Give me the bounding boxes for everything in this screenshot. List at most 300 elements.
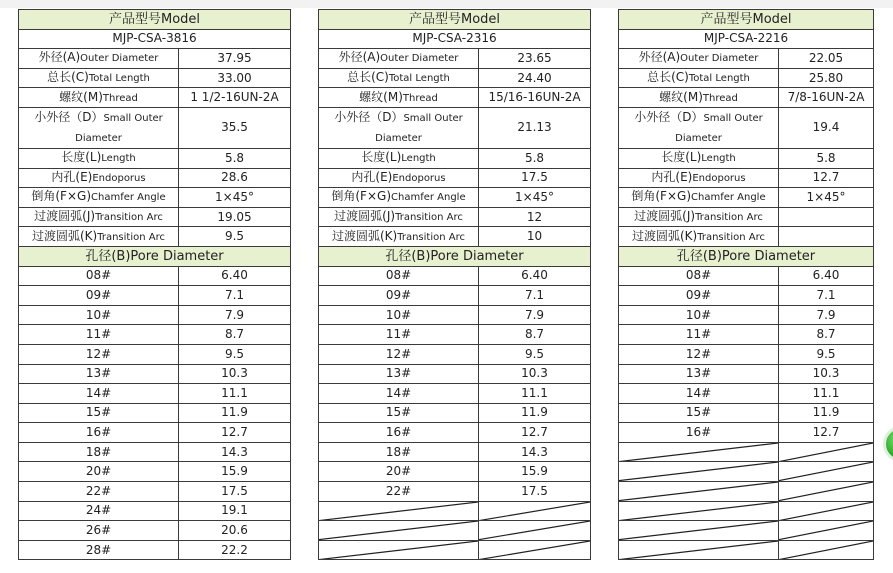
spec-value: 12.7	[779, 168, 874, 188]
empty-row	[319, 521, 591, 541]
spec-label-cn: 小外径（D）	[334, 109, 404, 124]
pore-size: 13#	[319, 364, 479, 384]
pore-size: 10#	[619, 305, 779, 325]
spec-label	[619, 88, 779, 108]
spec-label-cn: 总长(C)	[47, 70, 89, 85]
spec-label-en: Chamfer Angle	[691, 192, 766, 204]
spec-label-en: Total Length	[688, 73, 750, 85]
pore-size: 12#	[619, 344, 779, 364]
crossed-cell	[319, 501, 479, 521]
diagonal-line	[319, 521, 478, 540]
pore-value: 6.40	[179, 266, 291, 286]
spec-label-en: Transition Arc	[95, 212, 163, 224]
crossed-cell	[619, 462, 779, 482]
diagonal-line	[479, 541, 590, 560]
pore-row	[319, 403, 591, 423]
spec-row	[19, 227, 291, 247]
spec-value: 37.95	[179, 49, 291, 69]
spec-label-cn: 内孔(E)	[651, 169, 693, 184]
pore-size: 12#	[19, 344, 179, 364]
model-number: MJP-CSA-3816	[19, 29, 291, 49]
spec-label-en: Thread	[102, 92, 138, 104]
spec-value: 25.80	[779, 68, 874, 88]
spec-label-cn: 小外径（D）	[634, 109, 704, 124]
table-header: 产品型号Model	[319, 10, 591, 30]
crossed-cell	[619, 501, 779, 521]
spec-value: 7/8-16UN-2A	[779, 88, 874, 108]
spec-label-en: Transition Arc	[697, 231, 765, 243]
pore-size: 15#	[319, 403, 479, 423]
spec-label-en: Transition Arc	[395, 212, 463, 224]
spec-label-cn: 过渡圆弧(J)	[334, 209, 396, 224]
pore-row	[619, 305, 874, 325]
diagonal-line	[779, 462, 873, 481]
spec-label-en: Total Length	[388, 73, 450, 85]
diagonal-line	[619, 502, 778, 521]
empty-row	[319, 540, 591, 560]
spec-label	[19, 107, 179, 148]
spec-label-cn: 倒角(F×G)	[631, 189, 691, 204]
spec-row	[619, 207, 874, 227]
pore-value: 7.9	[179, 305, 291, 325]
pore-value: 11.9	[779, 403, 874, 423]
pore-row	[319, 344, 591, 364]
spec-label	[19, 148, 179, 168]
spec-row	[619, 49, 874, 69]
spec-label	[619, 188, 779, 208]
pore-row	[619, 364, 874, 384]
pore-row	[619, 384, 874, 404]
spec-value: 24.40	[479, 68, 591, 88]
pore-value: 6.40	[479, 266, 591, 286]
pore-size: 15#	[19, 403, 179, 423]
pore-row	[19, 305, 291, 325]
pore-row	[319, 462, 591, 482]
spec-label	[19, 168, 179, 188]
crossed-cell	[779, 462, 874, 482]
spec-label-en: Length	[101, 153, 136, 165]
pore-value: 11.1	[179, 384, 291, 404]
spec-label-en: Outer Diameter	[380, 53, 459, 65]
pore-value: 10.3	[479, 364, 591, 384]
spec-row	[619, 168, 874, 188]
spec-label-cn: 外径(A)	[338, 50, 381, 65]
pore-value: 7.9	[779, 305, 874, 325]
pore-row	[19, 325, 291, 345]
spec-label-cn: 总长(C)	[347, 70, 389, 85]
diagonal-line	[779, 521, 873, 540]
pore-row	[619, 286, 874, 306]
pore-row	[619, 423, 874, 443]
spec-label-en: Endoporus	[92, 172, 146, 184]
spec-label-cn: 倒角(F×G)	[331, 189, 391, 204]
spec-label-en: Thread	[702, 92, 738, 104]
crossed-cell	[319, 521, 479, 541]
pore-value: 15.9	[179, 462, 291, 482]
spec-row	[319, 148, 591, 168]
spec-label-en: Chamfer Angle	[91, 192, 166, 204]
spec-value: 10	[479, 227, 591, 247]
pore-size: 15#	[619, 403, 779, 423]
pore-size: 11#	[619, 325, 779, 345]
pore-row	[319, 442, 591, 462]
spec-label-en: Endoporus	[692, 172, 746, 184]
pore-size: 16#	[19, 423, 179, 443]
empty-row	[619, 540, 874, 560]
spec-label	[319, 49, 479, 69]
crossed-cell	[619, 442, 779, 462]
pore-row	[19, 501, 291, 521]
pore-size: 24#	[19, 501, 179, 521]
pore-value: 10.3	[779, 364, 874, 384]
spec-value: 1×45°	[779, 188, 874, 208]
spec-row	[19, 168, 291, 188]
spec-label	[19, 227, 179, 247]
spec-value: 15/16-16UN-2A	[479, 88, 591, 108]
pore-value: 7.9	[479, 305, 591, 325]
spec-value: 1×45°	[479, 188, 591, 208]
pore-value: 6.40	[779, 266, 874, 286]
spec-label	[19, 188, 179, 208]
pore-header: 孔径(B)Pore Diameter	[319, 246, 591, 266]
pore-size: 12#	[319, 344, 479, 364]
spec-value: 5.8	[179, 148, 291, 168]
spec-row	[319, 68, 591, 88]
pore-size: 08#	[319, 266, 479, 286]
spec-label-cn: 过渡圆弧(K)	[31, 228, 98, 243]
pore-value: 14.3	[179, 442, 291, 462]
pore-size: 10#	[319, 305, 479, 325]
spec-label	[19, 68, 179, 88]
spec-value: 17.5	[479, 168, 591, 188]
spec-label-cn: 螺纹(M)	[359, 89, 403, 104]
spec-table-1	[18, 9, 291, 560]
pore-row	[19, 364, 291, 384]
spec-label-cn: 内孔(E)	[351, 169, 393, 184]
empty-row	[619, 462, 874, 482]
spec-label	[619, 68, 779, 88]
spec-label-cn: 过渡圆弧(K)	[331, 228, 398, 243]
pore-size: 11#	[319, 325, 479, 345]
pore-size: 08#	[19, 266, 179, 286]
spec-label-cn: 外径(A)	[638, 50, 681, 65]
pore-row	[319, 482, 591, 502]
pore-value: 8.7	[779, 325, 874, 345]
pore-size: 14#	[319, 384, 479, 404]
spec-label-en: Thread	[402, 92, 438, 104]
crossed-cell	[779, 501, 874, 521]
spec-value: 12	[479, 207, 591, 227]
pore-size: 20#	[319, 462, 479, 482]
spec-label-cn: 过渡圆弧(K)	[631, 228, 698, 243]
spec-label-cn: 外径(A)	[38, 50, 81, 65]
pore-row	[19, 344, 291, 364]
diagonal-line	[779, 482, 873, 501]
spec-row	[319, 227, 591, 247]
spec-label-en: Transition Arc	[397, 231, 465, 243]
pore-size: 14#	[619, 384, 779, 404]
spec-row	[319, 188, 591, 208]
spec-row	[19, 148, 291, 168]
spec-label	[19, 49, 179, 69]
pore-row	[319, 423, 591, 443]
pore-row	[619, 266, 874, 286]
spec-label	[319, 68, 479, 88]
pore-value: 11.9	[479, 403, 591, 423]
spec-row	[619, 148, 874, 168]
spec-value: 35.5	[179, 107, 291, 148]
pore-row	[19, 403, 291, 423]
pore-row	[619, 344, 874, 364]
crossed-cell	[319, 540, 479, 560]
pore-size: 26#	[19, 521, 179, 541]
pore-value: 12.7	[779, 423, 874, 443]
spec-label-en: Total Length	[88, 73, 150, 85]
model-number: MJP-CSA-2216	[619, 29, 874, 49]
pore-size: 16#	[619, 423, 779, 443]
pore-row	[319, 325, 591, 345]
spec-value: 33.00	[179, 68, 291, 88]
pore-value: 9.5	[479, 344, 591, 364]
spec-row	[19, 49, 291, 69]
pore-header: 孔径(B)Pore Diameter	[619, 246, 874, 266]
spec-label	[319, 168, 479, 188]
pore-row	[619, 403, 874, 423]
diagonal-line	[619, 521, 778, 540]
pore-value: 8.7	[479, 325, 591, 345]
spec-row	[19, 107, 291, 148]
pore-row	[19, 442, 291, 462]
spec-label	[19, 88, 179, 108]
spec-label	[319, 227, 479, 247]
diagonal-line	[619, 482, 778, 501]
spec-row	[19, 68, 291, 88]
spec-label-en: Small Outer Diameter	[375, 112, 463, 144]
pore-value: 12.7	[179, 423, 291, 443]
spec-value	[779, 207, 874, 227]
spec-row	[619, 107, 874, 148]
spec-label	[619, 148, 779, 168]
diagonal-line	[319, 502, 478, 521]
crossed-cell	[479, 501, 591, 521]
spec-label-cn: 总长(C)	[647, 70, 689, 85]
pore-size: 22#	[319, 482, 479, 502]
pore-size: 18#	[319, 442, 479, 462]
pore-row	[319, 286, 591, 306]
spec-label	[319, 188, 479, 208]
spec-label-cn: 长度(L)	[361, 150, 402, 165]
diagonal-line	[779, 502, 873, 521]
spec-label-cn: 过渡圆弧(J)	[634, 209, 696, 224]
spec-value: 1 1/2-16UN-2A	[179, 88, 291, 108]
pore-row	[19, 521, 291, 541]
spec-table-2	[318, 9, 591, 560]
spec-value: 9.5	[179, 227, 291, 247]
pore-row	[19, 482, 291, 502]
pore-value: 7.1	[479, 286, 591, 306]
spec-value: 28.6	[179, 168, 291, 188]
spec-label	[619, 207, 779, 227]
empty-row	[619, 521, 874, 541]
spec-label-cn: 倒角(F×G)	[31, 189, 91, 204]
diagonal-line	[779, 541, 873, 560]
spec-value: 5.8	[779, 148, 874, 168]
pore-value: 15.9	[479, 462, 591, 482]
empty-row	[619, 501, 874, 521]
diagonal-line	[619, 443, 778, 462]
spec-row	[319, 207, 591, 227]
pore-row	[19, 384, 291, 404]
diagonal-line	[319, 541, 478, 560]
spec-row	[619, 227, 874, 247]
spec-value: 1×45°	[179, 188, 291, 208]
pore-value: 7.1	[179, 286, 291, 306]
crossed-cell	[619, 482, 779, 502]
spec-value: 5.8	[479, 148, 591, 168]
diagonal-line	[779, 443, 873, 462]
pore-size: 28#	[19, 540, 179, 560]
spec-label	[319, 88, 479, 108]
pore-value: 19.1	[179, 501, 291, 521]
spec-label-en: Endoporus	[392, 172, 446, 184]
model-number: MJP-CSA-2316	[319, 29, 591, 49]
spec-label-en: Transition Arc	[97, 231, 165, 243]
pore-row	[319, 364, 591, 384]
pore-row	[319, 305, 591, 325]
pore-row	[19, 423, 291, 443]
spec-label	[319, 148, 479, 168]
pore-size: 08#	[619, 266, 779, 286]
crossed-cell	[779, 521, 874, 541]
pore-size: 09#	[319, 286, 479, 306]
spec-label-cn: 过渡圆弧(J)	[34, 209, 96, 224]
spec-label-cn: 长度(L)	[661, 150, 702, 165]
diagonal-line	[619, 462, 778, 481]
spec-row	[619, 68, 874, 88]
pore-value: 14.3	[479, 442, 591, 462]
top-strip	[0, 0, 893, 8]
spec-label-cn: 内孔(E)	[51, 169, 93, 184]
pore-value: 11.1	[479, 384, 591, 404]
spec-label	[619, 107, 779, 148]
spec-value: 21.13	[479, 107, 591, 148]
crossed-cell	[779, 442, 874, 462]
spec-row	[619, 188, 874, 208]
spec-label-cn: 小外径（D）	[34, 109, 104, 124]
empty-row	[319, 501, 591, 521]
crossed-cell	[779, 482, 874, 502]
spec-row	[19, 207, 291, 227]
spec-label-en: Outer Diameter	[680, 53, 759, 65]
pore-size: 13#	[19, 364, 179, 384]
pore-size: 16#	[319, 423, 479, 443]
scroll-top-button[interactable]	[884, 427, 893, 461]
spec-label	[619, 168, 779, 188]
pore-size: 20#	[19, 462, 179, 482]
spec-row	[19, 188, 291, 208]
spec-label-en: Small Outer Diameter	[675, 112, 763, 144]
spec-value	[779, 227, 874, 247]
pore-row	[19, 462, 291, 482]
pore-row	[619, 325, 874, 345]
diagonal-line	[479, 521, 590, 540]
spec-label-cn: 螺纹(M)	[659, 89, 703, 104]
pore-size: 09#	[619, 286, 779, 306]
spec-value: 19.4	[779, 107, 874, 148]
spec-label-en: Outer Diameter	[80, 53, 159, 65]
crossed-cell	[479, 540, 591, 560]
pore-size: 09#	[19, 286, 179, 306]
crossed-cell	[479, 521, 591, 541]
table-header: 产品型号Model	[19, 10, 291, 30]
pore-value: 7.1	[779, 286, 874, 306]
spec-row	[319, 49, 591, 69]
pore-value: 9.5	[179, 344, 291, 364]
empty-row	[619, 442, 874, 462]
spec-row	[319, 88, 591, 108]
spec-value: 19.05	[179, 207, 291, 227]
pore-value: 11.1	[779, 384, 874, 404]
spec-label	[319, 107, 479, 148]
pore-row	[19, 286, 291, 306]
spec-label-en: Length	[401, 153, 436, 165]
pore-value: 20.6	[179, 521, 291, 541]
pore-size: 10#	[19, 305, 179, 325]
spec-table-3	[618, 9, 874, 560]
spec-label-en: Transition Arc	[695, 212, 763, 224]
pore-header: 孔径(B)Pore Diameter	[19, 246, 291, 266]
diagonal-line	[479, 502, 590, 521]
crossed-cell	[619, 521, 779, 541]
spec-value: 23.65	[479, 49, 591, 69]
pore-size: 13#	[619, 364, 779, 384]
spec-label	[619, 227, 779, 247]
pore-size: 22#	[19, 482, 179, 502]
spec-label	[619, 49, 779, 69]
pore-value: 10.3	[179, 364, 291, 384]
crossed-cell	[779, 540, 874, 560]
pore-value: 11.9	[179, 403, 291, 423]
empty-row	[619, 482, 874, 502]
spec-row	[319, 107, 591, 148]
spec-label-en: Chamfer Angle	[391, 192, 466, 204]
diagonal-line	[619, 541, 778, 560]
pore-value: 22.2	[179, 540, 291, 560]
pore-row	[319, 384, 591, 404]
pore-size: 18#	[19, 442, 179, 462]
spec-value: 22.05	[779, 49, 874, 69]
spec-label	[319, 207, 479, 227]
spec-label	[19, 207, 179, 227]
spec-label-en: Length	[701, 153, 736, 165]
pore-value: 8.7	[179, 325, 291, 345]
spec-row	[619, 88, 874, 108]
spec-label-cn: 螺纹(M)	[59, 89, 103, 104]
pore-value: 9.5	[779, 344, 874, 364]
pore-value: 17.5	[479, 482, 591, 502]
pore-size: 14#	[19, 384, 179, 404]
table-header: 产品型号Model	[619, 10, 874, 30]
pore-size: 11#	[19, 325, 179, 345]
spec-row	[19, 88, 291, 108]
pore-row	[319, 266, 591, 286]
spec-label-en: Small Outer Diameter	[75, 112, 163, 144]
pore-value: 17.5	[179, 482, 291, 502]
crossed-cell	[619, 540, 779, 560]
pore-row	[19, 266, 291, 286]
pore-row	[19, 540, 291, 560]
spec-label-cn: 长度(L)	[61, 150, 102, 165]
